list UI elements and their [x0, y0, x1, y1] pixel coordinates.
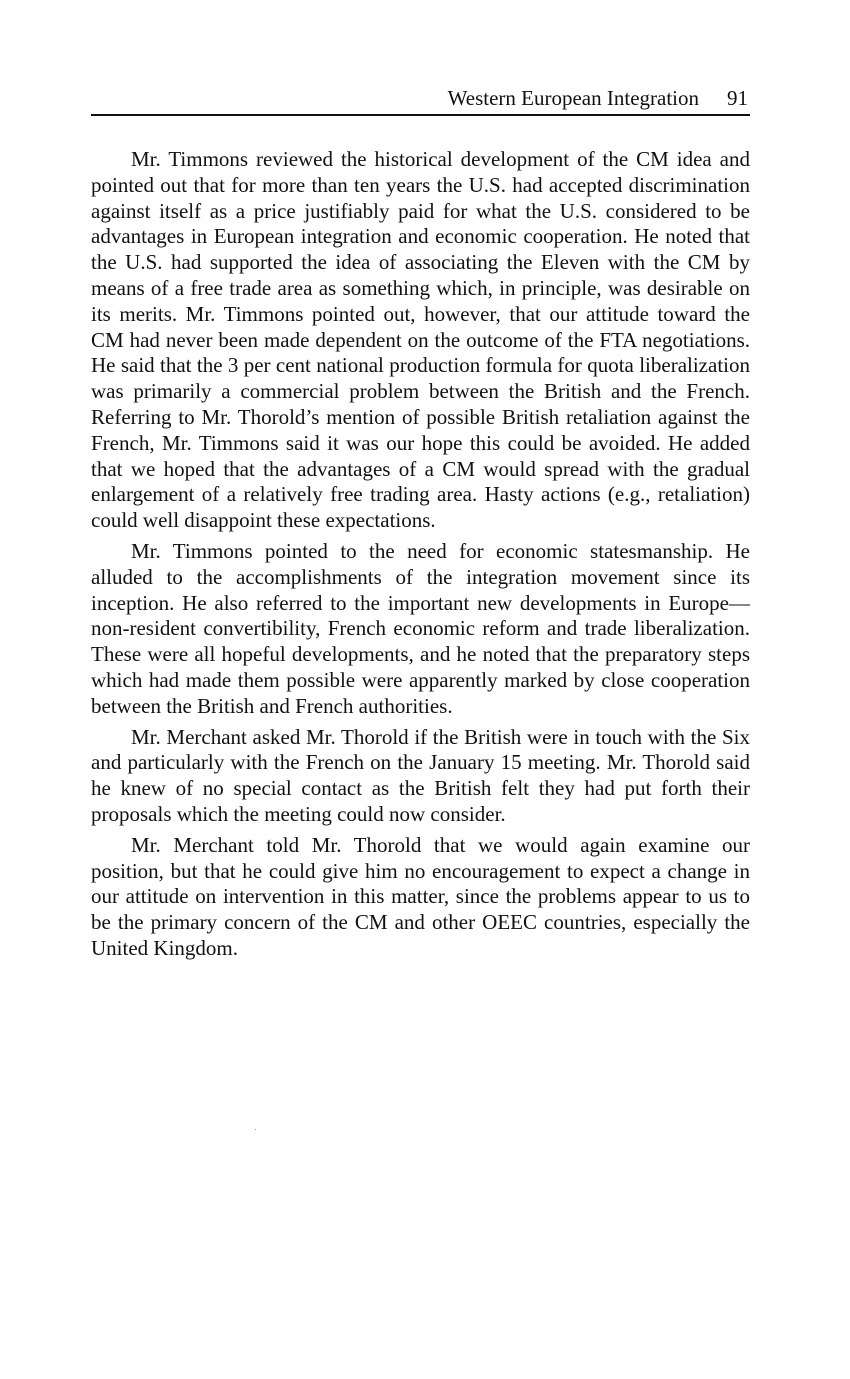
paragraph-4: Mr. Merchant told Mr. Thorold that we would again examine our position, but that he could give him no encouragement to expect a change in our attitude on intervention in this matter, since the problems appear to us to be the primary concern of the CM and other OEEC countries, especially the United Kingdom.	[91, 832, 750, 960]
book-page	[91, 84, 750, 967]
body-text	[91, 147, 750, 962]
paragraph-2: Mr. Timmons pointed to the need for economic statesmanship. He alluded to the accomplishments of the integration movement since its inception. He also referred to the important new developments in Europe—non-resident convertibility, French economic reform and trade liberalization. These were all hopeful developments, and he noted that the preparatory steps which had made them possible were apparently marked by close cooperation between the British and French authorities.	[91, 538, 750, 718]
paragraph-3: Mr. Merchant asked Mr. Thorold if the British were in touch with the Six and particularly with the French on the January 15 meeting. Mr. Thorold said he knew of no special contact as the British felt they had put forth their proposals which the meeting could now consider.	[91, 724, 750, 826]
page-number: 91	[727, 86, 748, 110]
scan-speck	[255, 1129, 256, 1130]
paragraph-1: Mr. Timmons reviewed the historical development of the CM idea and pointed out that for more than ten years the U.S. had accepted discrimination against itself as a price justifiably paid for what the U.S. considered to be advantages in European integration and economic cooperation. He noted that the U.S. had supported the idea of associating the Eleven with the CM by means of a free trade area as something which, in principle, was desirable on its merits. Mr. Timmons pointed out, however, that our attitude toward the CM had never been made dependent on the outcome of the FTA negotiations. He said that the 3 per cent national production formula for quota liberalization was primarily a commercial problem between the British and the French. Referring to Mr. Thorold’s mention of possible British retaliation against the French, Mr. Timmons said it was our hope this could be avoided. He added that we hoped that the advantages of a CM would spread with the gradual enlargement of a relatively free trading area. Hasty actions (e.g., retaliation) could well disappoint these expectations.	[91, 147, 750, 533]
running-head	[91, 84, 750, 116]
running-title: Western European Integration	[447, 86, 699, 110]
